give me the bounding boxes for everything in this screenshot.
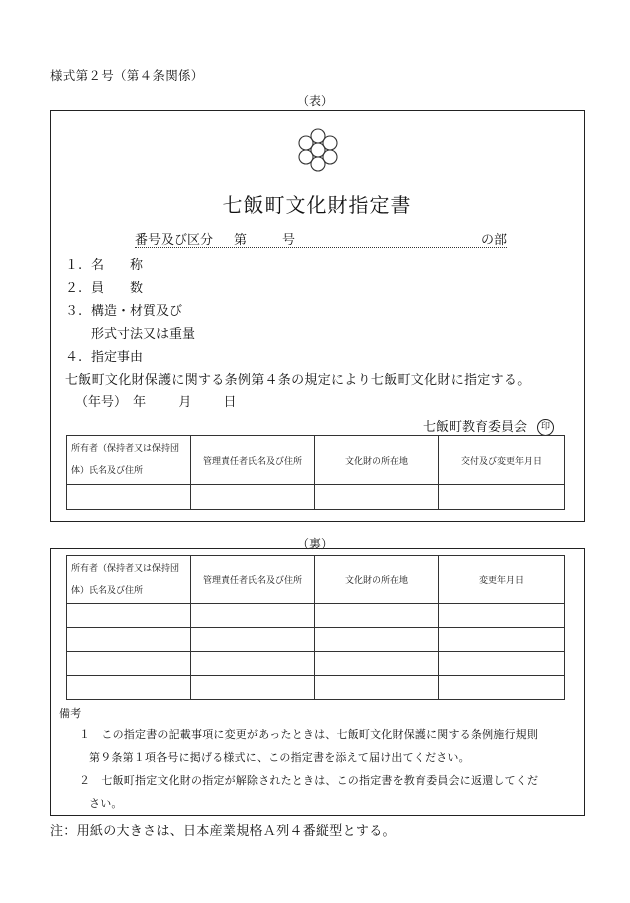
- date-cell[interactable]: [439, 628, 565, 652]
- date-day: 日: [223, 395, 237, 410]
- date-cell[interactable]: [439, 604, 565, 628]
- owner-cell[interactable]: [67, 604, 191, 628]
- date-cell[interactable]: [439, 485, 565, 510]
- location-cell[interactable]: [315, 485, 439, 510]
- header-owner: 所有者（保持者又は保持団体）氏名及び住所: [67, 556, 191, 604]
- manager-cell[interactable]: [191, 628, 315, 652]
- table-header-row: [67, 556, 565, 604]
- owner-cell[interactable]: [67, 676, 191, 700]
- manager-cell[interactable]: [191, 485, 315, 510]
- date-cell[interactable]: [439, 676, 565, 700]
- notes-title: 備考: [59, 707, 82, 720]
- paper-size-footnote: 注：用紙の大きさは、日本産業規格Ａ列４番縦型とする。: [50, 824, 396, 839]
- header-owner: 所有者（保持者又は保持団体）氏名及び住所: [67, 436, 191, 485]
- manager-cell[interactable]: [191, 676, 315, 700]
- back-side-label: （裏）: [296, 537, 333, 551]
- note-line: １ この指定書の記載事項に変更があったときは、七飯町文化財保護に関する条例施行規則: [79, 728, 539, 741]
- item-label: 指定事由: [91, 350, 144, 365]
- header-date: 交付及び変更年月日: [439, 436, 565, 485]
- location-cell[interactable]: [315, 604, 439, 628]
- location-cell[interactable]: [315, 628, 439, 652]
- note-line: 第９条第１項各号に掲げる様式に、この指定書を添えて届け出てください。: [89, 751, 470, 764]
- header-manager: 管理責任者氏名及び住所: [191, 556, 315, 604]
- location-cell[interactable]: [315, 676, 439, 700]
- item-dimensions: [65, 323, 195, 342]
- item-quantity: [65, 277, 143, 296]
- table-row: [67, 652, 565, 676]
- item-label: 名 称: [91, 258, 144, 273]
- table-row: [67, 628, 565, 652]
- item-label: 員 数: [91, 281, 144, 296]
- item-label: 構造・材質及び: [91, 304, 183, 319]
- manager-cell[interactable]: [191, 604, 315, 628]
- item-reason: [65, 346, 143, 365]
- date-era: （年号）: [75, 395, 128, 410]
- item-label: 形式寸法又は重量: [91, 327, 196, 342]
- number-category-label: 番号及び区分: [135, 233, 214, 248]
- front-record-table: [66, 435, 565, 510]
- issuer: [423, 416, 554, 436]
- date-month: 月: [178, 395, 192, 410]
- location-cell[interactable]: [315, 652, 439, 676]
- table-row: [67, 485, 565, 510]
- note-line: さい。: [89, 797, 123, 810]
- note-line: ２ 七飯町指定文化財の指定が解除されたときは、この指定書を教育委員会に返還してくだ: [79, 774, 539, 787]
- issuer-name: 七飯町教育委員会: [422, 420, 527, 435]
- certificate-front: [50, 110, 585, 522]
- flower-emblem-icon: [293, 125, 343, 175]
- number-go-label: 号: [282, 233, 296, 248]
- designation-declaration: 七飯町文化財保護に関する条例第４条の規定により七飯町文化財に指定する。: [65, 373, 531, 388]
- form-number-label: 様式第２号（第４条関係）: [50, 68, 204, 83]
- table-header-row: [67, 436, 565, 485]
- table-row: [67, 676, 565, 700]
- item-structure: [65, 300, 182, 319]
- item-name: [65, 254, 143, 273]
- date-year: 年: [133, 395, 147, 410]
- date-cell[interactable]: [439, 652, 565, 676]
- seal-icon: 印: [537, 419, 554, 436]
- certificate-title: 七飯町文化財指定書: [222, 193, 412, 217]
- number-and-category-field[interactable]: [135, 229, 507, 248]
- item-number: ３.: [65, 304, 83, 319]
- header-location: 文化財の所在地: [315, 556, 439, 604]
- number-dai-label: 第: [234, 233, 248, 248]
- owner-cell[interactable]: [67, 485, 191, 510]
- item-number: １.: [65, 258, 83, 273]
- certificate-back: [50, 548, 585, 816]
- manager-cell[interactable]: [191, 652, 315, 676]
- item-number: ２.: [65, 281, 83, 296]
- front-side-label: （表）: [296, 94, 333, 108]
- issue-date: [75, 391, 236, 410]
- owner-cell[interactable]: [67, 652, 191, 676]
- item-number: ４.: [65, 350, 83, 365]
- header-change-date: 変更年月日: [439, 556, 565, 604]
- header-manager: 管理責任者氏名及び住所: [191, 436, 315, 485]
- back-record-table: [66, 555, 565, 700]
- category-bu-label: の部: [480, 233, 507, 248]
- owner-cell[interactable]: [67, 628, 191, 652]
- header-location: 文化財の所在地: [315, 436, 439, 485]
- table-row: [67, 604, 565, 628]
